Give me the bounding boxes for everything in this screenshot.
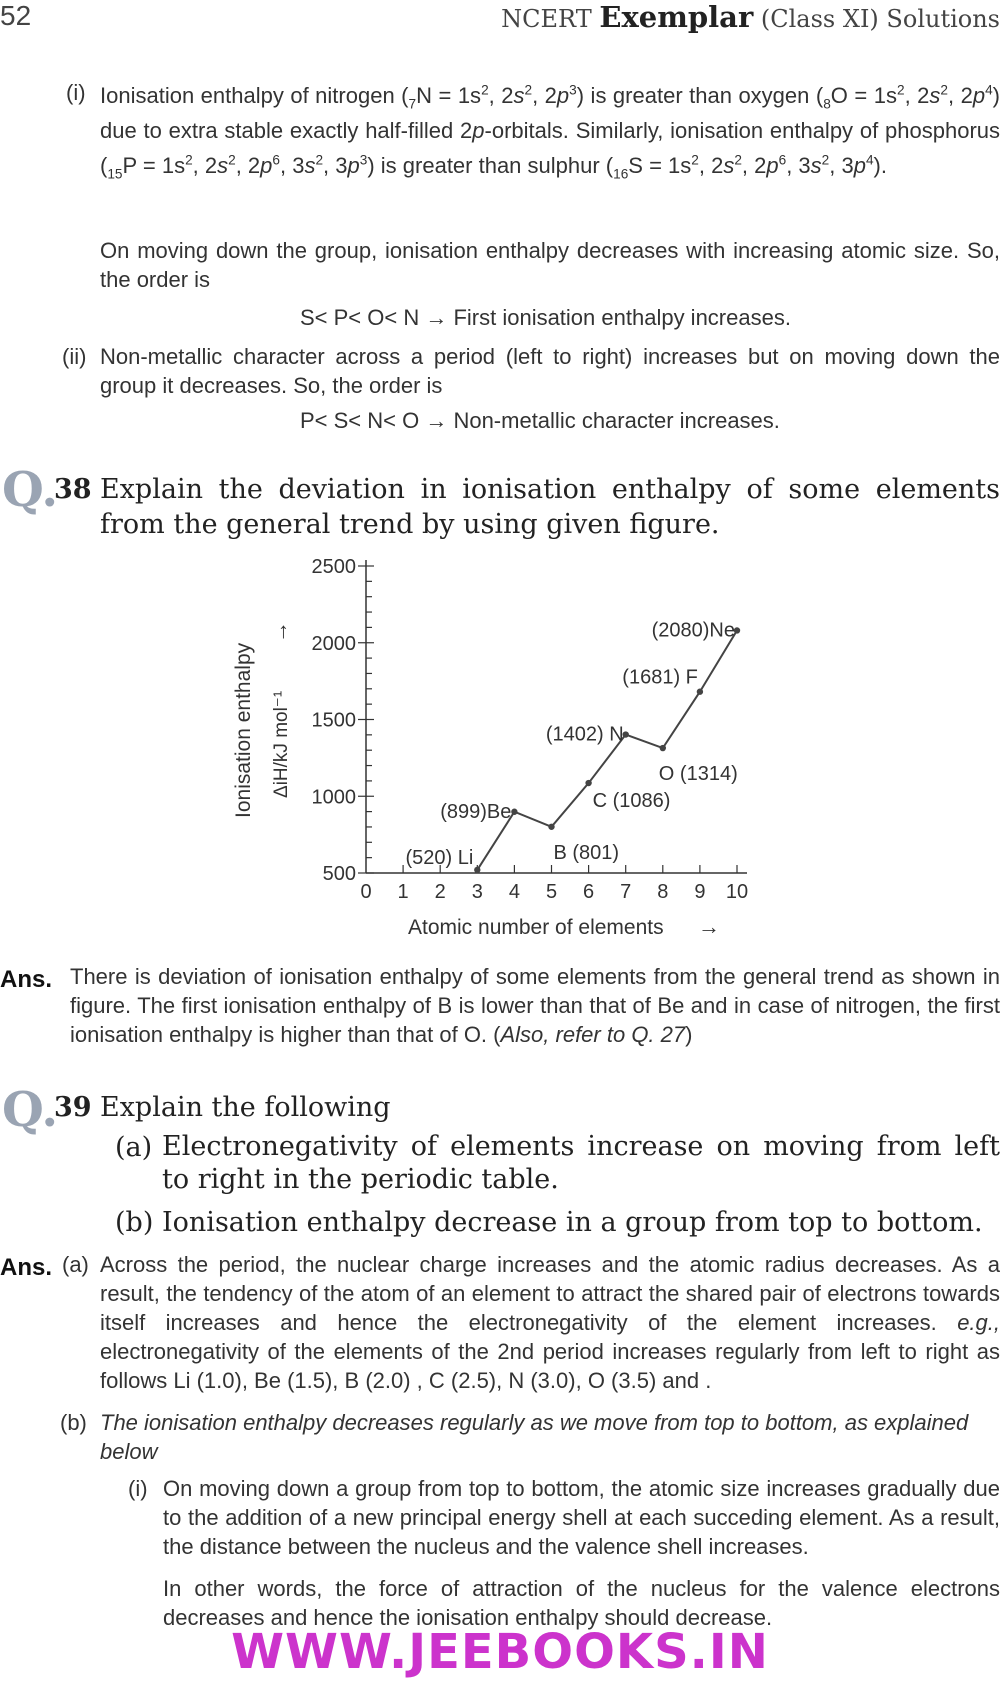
q39-a-text: Electronegativity of elements increase on moving from left to right in the periodic table. xyxy=(162,1131,1000,1195)
q38-number xyxy=(54,472,92,507)
item-i-text: Ionisation enthalpy of nitrogen ($_7N = 1s^2$, $2s^2$, $2p^3$) is greater than oxygen ($_8O = 1s^2$, $2s^2$, $2p^4$) due to extra stable exactly half-filled 2p-orbitals. Similarly, ionisation enthalpy of phosphorus ($_{15}P = 1s^2$, $2s^2$, $2p^6$, $3s^2$, $3p^3$) is greater than sulphur ($_{16}S = 1s^2$, $2s^2$, $2p^6$, $3s^2$, $3p^4$). xyxy=(100,82,1000,182)
book-title-suffix: (Class XI) Solutions xyxy=(760,5,1000,33)
chart-x-tick-label: 3 xyxy=(471,881,483,903)
page-number: 52 xyxy=(0,0,32,31)
chart-y-tick-label: 1500 xyxy=(311,709,356,732)
chart-point xyxy=(548,824,554,830)
q38-number-text: 38 xyxy=(54,474,92,505)
q39-mark: Q. xyxy=(2,1082,59,1138)
item-i-order: S< P< O< N → First ionisation enthalpy increases. xyxy=(300,305,791,330)
chart-ylabel-2: ΔiH/kJ mol⁻¹ xyxy=(271,690,292,798)
chart-data-label: C (1086) xyxy=(592,790,671,813)
chart-data-label: (2080)Ne xyxy=(651,619,735,642)
chart-data-label: (520) Li xyxy=(405,846,474,869)
chart-x-tick-label: 5 xyxy=(545,881,558,903)
q38-answer xyxy=(70,962,1000,1049)
q39-ans-a-text-2: electronegativity of the elements of the 2nd period increases regularly from left to right as follows Li (1.0), Be (1.5), B (2.0) , C (2.5), N (3.0), O (3.5) and . xyxy=(100,1339,1000,1393)
q39-number-text: 39 xyxy=(54,1092,92,1123)
q38-mark: Q. xyxy=(2,462,59,518)
chart-labels xyxy=(405,619,737,868)
q39-sub-i-text: On moving down a group from top to bottom, the atomic size increases gradually due to the addition of a new principal energy shell at each succeding element. As a result, the distance between the nucleus and the valence shell increases. xyxy=(163,1476,1000,1559)
q39-b-marker: (b) xyxy=(115,1207,154,1238)
chart-x-tick-label: 2 xyxy=(434,881,446,903)
q38-answer-text-1: There is deviation of ionisation enthalpy of some elements from the general trend as shown in figure. The first ionisation enthalpy of B is lower than that of Be and in case of nitrogen, the first ionisation enthalpy is higher than that of O. ( xyxy=(70,964,1000,1047)
chart-data-label: (1402) N xyxy=(545,723,624,746)
q38-ans-label: Ans. xyxy=(0,966,53,993)
q38-question: Explain the deviation in ionisation enthalpy of some elements from the general trend by using given figure. xyxy=(100,474,1000,540)
q39-sub-i-marker: (i) xyxy=(128,1476,148,1501)
book-title-bold: Exemplar xyxy=(599,0,754,34)
item-ii-marker: (ii) xyxy=(62,344,87,369)
q39-ans-label: Ans. xyxy=(0,1254,53,1281)
chart-ylabel-1: Ionisation enthalpy xyxy=(232,642,255,818)
item-i-para2: On moving down the group, ionisation enthalpy decreases with increasing atomic size. So, the order is xyxy=(100,238,1000,292)
q39-ans-a-text xyxy=(100,1250,1000,1395)
chart-xlabel: Atomic number of elements xyxy=(408,916,664,939)
chart-ylabel-arrow: → xyxy=(267,621,292,643)
q39-title: Explain the following xyxy=(100,1092,391,1123)
chart-series-polyline xyxy=(477,630,737,869)
q39-ans-b-text: The ionisation enthalpy decreases regularly as we move from top to bottom, as explained below xyxy=(100,1410,969,1464)
chart-x-tick-label: 10 xyxy=(725,881,749,903)
chart-data-label: B (801) xyxy=(553,841,620,864)
chart-x-tick-label: 1 xyxy=(397,881,409,903)
footer-watermark: WWW.JEEBOOKS.IN xyxy=(231,1624,769,1680)
chart-ticks xyxy=(312,556,749,903)
chart-y-tick-label: 2500 xyxy=(311,556,356,578)
q38-answer-text-2: ) xyxy=(685,1022,693,1047)
item-ii-text: Non-metallic character across a period (left to right) increases but on moving down the group it decreases. So, the order is xyxy=(100,344,1000,398)
q39-ans-a-eg: e.g., xyxy=(957,1310,1000,1335)
q39-sub-i-text-2: In other words, the force of attraction of the nucleus for the valence electrons decreases and hence the ionisation enthalpy should decrease. xyxy=(163,1576,1000,1630)
q38-answer-ref: Also, refer to Q. 27 xyxy=(500,1022,686,1047)
chart-series-line xyxy=(477,630,737,869)
chart-y-tick-label: 500 xyxy=(322,863,356,885)
chart-y-tick-label: 2000 xyxy=(311,632,356,655)
item-ii-order: P< S< N< O → Non-metallic character increases. xyxy=(300,408,780,433)
chart-x-tick-label: 8 xyxy=(657,881,669,903)
chart-points xyxy=(474,627,740,873)
book-title xyxy=(501,0,1000,34)
chart-data-label: O (1314) xyxy=(658,763,738,786)
q39-a-marker: (a) xyxy=(115,1132,153,1163)
ionisation-chart xyxy=(230,548,770,948)
chart-point xyxy=(474,867,480,873)
q39-ans-b-marker: (b) xyxy=(60,1410,87,1435)
chart-point xyxy=(697,689,703,695)
q39-number xyxy=(54,1090,92,1125)
chart-x-tick-label: 6 xyxy=(583,881,595,903)
chart-x-tick-label: 0 xyxy=(360,881,372,903)
chart-x-tick-label: 9 xyxy=(694,881,706,903)
chart-axes xyxy=(366,560,747,873)
item-i-marker: (i) xyxy=(66,80,86,105)
chart-point xyxy=(585,780,591,786)
chart-y-tick-label: 1000 xyxy=(311,786,356,809)
chart-point xyxy=(511,809,517,815)
chart-data-label: (1681) F xyxy=(622,666,698,689)
q39-ans-a-marker: (a) xyxy=(62,1252,89,1277)
q39-b-text: Ionisation enthalpy decrease in a group from top to bottom. xyxy=(162,1207,983,1238)
chart-x-tick-label: 4 xyxy=(508,881,520,903)
chart-point xyxy=(660,745,666,751)
chart-xlabel-arrow: → xyxy=(698,914,720,939)
q39-ans-a-text-1: Across the period, the nuclear charge increases and the atomic radius decreases. As a result, the tendency of the atom of an element to attract the shared pair of electrons towards itself increases and hence the electronegativity of the element increases. xyxy=(100,1252,1000,1335)
chart-x-tick-label: 7 xyxy=(620,881,632,903)
book-title-prefix: NCERT xyxy=(501,5,592,33)
chart-data-label: (899)Be xyxy=(440,800,512,823)
